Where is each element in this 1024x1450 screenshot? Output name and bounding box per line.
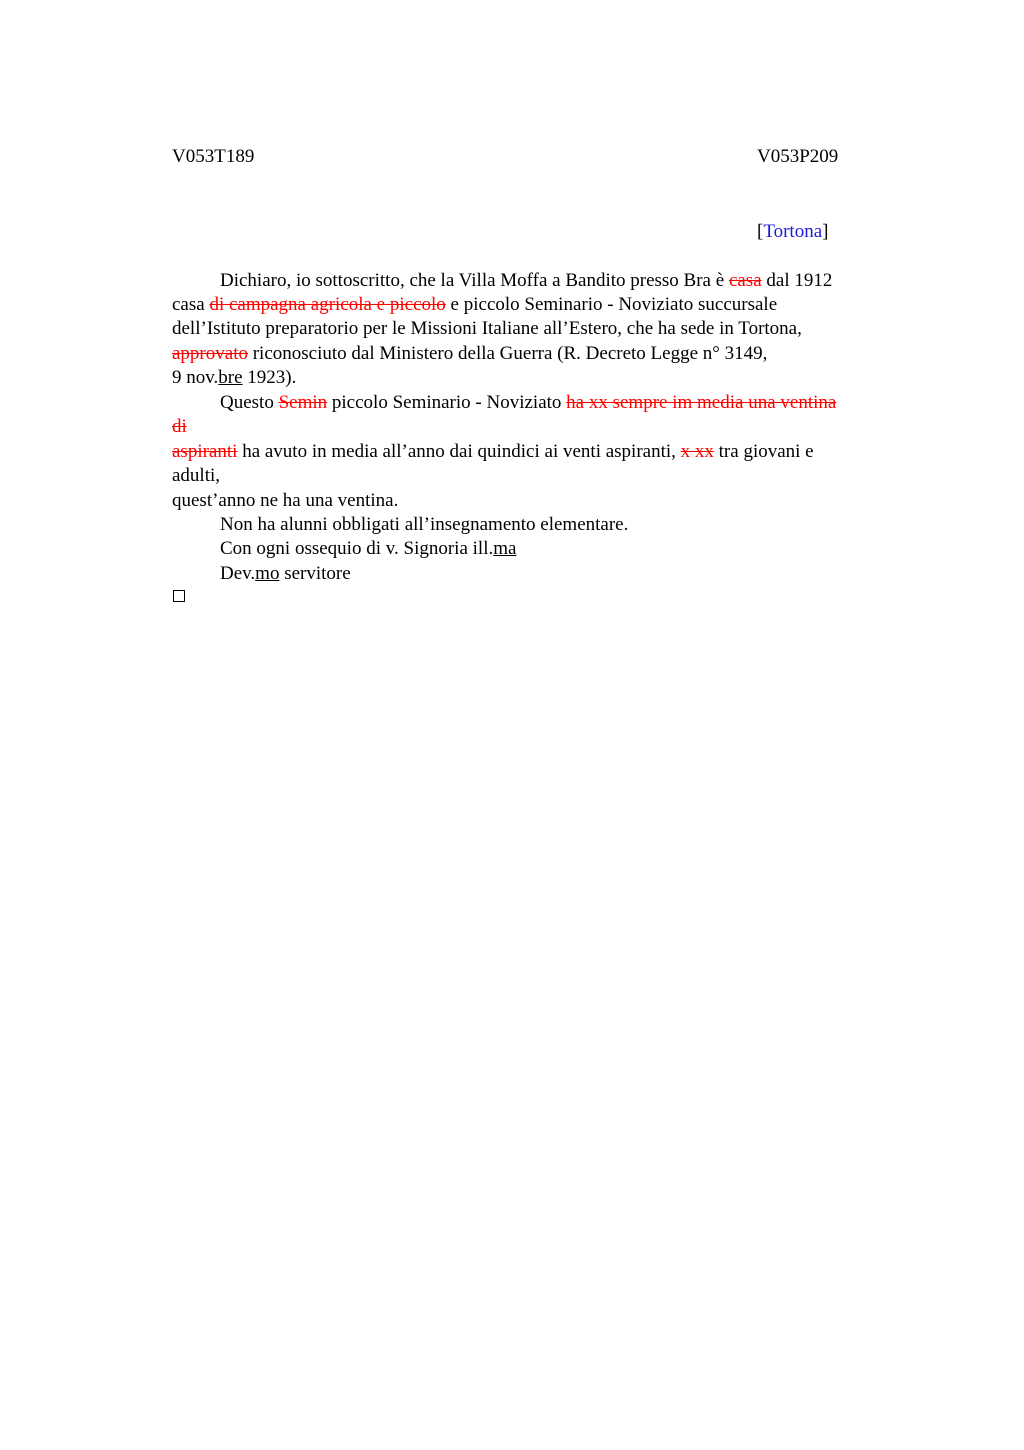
deleted-text: di: [172, 416, 187, 437]
text-line-4: approvato riconosciuto dal Ministero della Guerra (R. Decreto Legge n° 3149,: [172, 343, 768, 364]
bracket-open: [: [757, 221, 764, 242]
text-line-13: Dev.mo servitore: [220, 563, 351, 584]
text-line-5: 9 nov.bre 1923).: [172, 367, 297, 388]
deleted-text: casa: [728, 270, 762, 291]
superscript-abbreviation: ma: [493, 538, 517, 559]
deleted-text: Semin: [278, 392, 328, 413]
empty-square-icon: [173, 590, 185, 602]
text-line-2: casa di campagna agricola e piccolo e piccolo Seminario - Noviziato succursale: [172, 294, 778, 315]
place-reference: [757, 221, 828, 243]
bracket-close: ]: [822, 221, 829, 242]
page-code-right: V053P209: [757, 146, 839, 167]
text-line-9: adulti,: [172, 465, 221, 486]
text-line-11: Non ha alunni obbligati all’insegnamento elementare.: [220, 514, 629, 535]
text-line-6: Questo Semin piccolo Seminario - Noviziato ha xx sempre im media una ventina: [220, 392, 837, 413]
text-line-7: [172, 415, 187, 439]
text-line-12: Con ogni ossequio di v. Signoria ill.ma: [220, 538, 517, 559]
document-code-left: V053T189: [172, 146, 255, 167]
text-line-10: quest’anno ne ha una ventina.: [172, 490, 399, 511]
text-line-8: aspiranti ha avuto in media all’anno dai quindici ai venti aspiranti, x xx tra giovani e: [172, 441, 814, 462]
superscript-abbreviation: bre: [218, 367, 243, 388]
text-line-3: dell’Istituto preparatorio per le Missioni Italiane all’Estero, che ha sede in Tortona,: [172, 318, 802, 339]
superscript-abbreviation: mo: [255, 563, 280, 584]
deleted-text: x xx: [680, 441, 714, 462]
text-line-1: Dichiaro, io sottoscritto, che la Villa Moffa a Bandito presso Bra è casa dal 1912: [220, 270, 833, 291]
place-name: Tortona: [763, 221, 823, 242]
deleted-text: aspiranti: [172, 441, 238, 462]
deleted-text: approvato: [172, 343, 248, 364]
deleted-text: di campagna agricola e piccolo: [209, 294, 446, 315]
deleted-text: ha xx sempre im media una ventina: [566, 392, 837, 413]
